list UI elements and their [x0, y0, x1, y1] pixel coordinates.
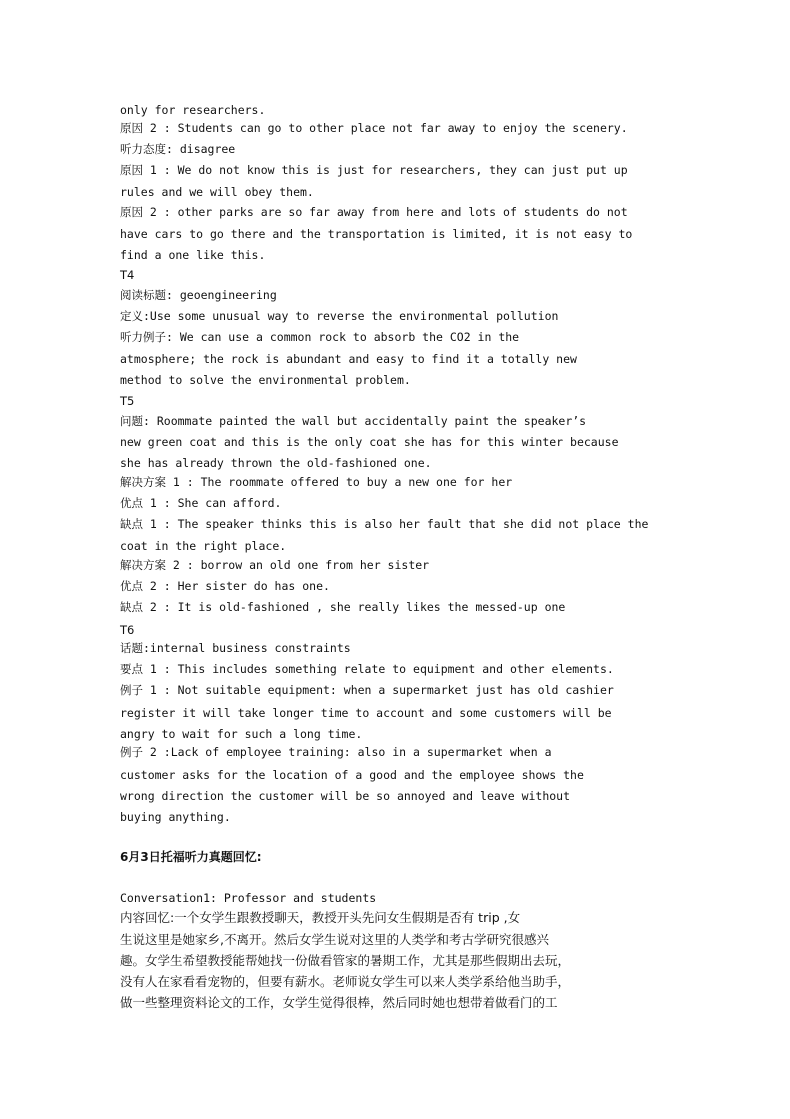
- section-heading: 6月3日托福听力真题回忆:: [120, 850, 262, 864]
- text-line: 内容回忆:一个女学生跟教授聊天，教授开头先问女生假期是否有 trip ,女: [120, 910, 521, 925]
- text-line: Conversation1: Professor and students: [120, 891, 377, 905]
- task-label: T5: [120, 394, 135, 408]
- text-line: have cars to go there and the transportation is limited, it is not easy to: [120, 227, 633, 241]
- text-line: 话题:internal business constraints: [120, 641, 351, 655]
- text-line: 缺点 2 : It is old-fashioned , she really likes the messed-up one: [120, 600, 566, 614]
- text-line: 缺点 1 : The speaker thinks this is also her fault that she did not place the: [120, 517, 649, 531]
- text-line: 原因 2 : other parks are so far away from here and lots of students do not: [120, 205, 628, 219]
- text-line: 没有人在家看看宠物的，但要有薪水。老师说女学生可以来人类学系给他当助手，: [120, 974, 571, 989]
- text-line: 阅读标题: geoengineering: [120, 288, 277, 302]
- text-line: 解决方案 2 : borrow an old one from her sister: [120, 558, 430, 572]
- text-line: only for researchers.: [120, 103, 266, 117]
- text-line: coat in the right place.: [120, 539, 287, 553]
- text-line: 定义:Use some unusual way to reverse the environmental pollution: [120, 309, 559, 323]
- text-line: 原因 2 : Students can go to other place not far away to enjoy the scenery.: [120, 121, 628, 135]
- task-label: T6: [120, 623, 135, 637]
- text-line: 问题: Roommate painted the wall but accidentally paint the speaker’s: [120, 414, 587, 428]
- text-line: buying anything.: [120, 810, 231, 824]
- text-line: 生说这里是她家乡,不离开。然后女学生说对这里的人类学和考古学研究很感兴: [120, 932, 549, 947]
- text-line: 趣。女学生希望教授能帮她找一份做看管家的暑期工作，尤其是那些假期出去玩，: [120, 953, 571, 968]
- text-line: 优点 1 : She can afford.: [120, 496, 282, 510]
- text-line: 做一些整理资料论文的工作，女学生觉得很棒，然后同时她也想带着做看门的工: [120, 995, 558, 1010]
- text-line: she has already thrown the old-fashioned one.: [120, 456, 432, 470]
- text-line: 例子 2 :Lack of employee training: also in a supermarket when a: [120, 745, 552, 759]
- text-line: wrong direction the customer will be so annoyed and leave without: [120, 789, 571, 803]
- text-line: 解决方案 1 : The roommate offered to buy a new one for her: [120, 475, 513, 489]
- task-label: T4: [120, 268, 135, 282]
- text-line: register it will take longer time to account and some customers will be: [120, 706, 612, 720]
- text-line: 优点 2 : Her sister do has one.: [120, 579, 330, 593]
- text-line: 例子 1 : Not suitable equipment: when a supermarket just has old cashier: [120, 683, 614, 697]
- text-line: 原因 1 : We do not know this is just for researchers, they can just put up: [120, 163, 628, 177]
- text-line: customer asks for the location of a good and the employee shows the: [120, 768, 584, 782]
- text-line: atmosphere; the rock is abundant and easy to find it a totally new: [120, 352, 577, 366]
- text-line: find a one like this.: [120, 248, 266, 262]
- text-line: 听力例子: We can use a common rock to absorb the CO2 in the: [120, 330, 520, 344]
- text-line: 要点 1 : This includes something relate to equipment and other elements.: [120, 662, 614, 676]
- text-line: rules and we will obey them.: [120, 185, 314, 199]
- text-line: angry to wait for such a long time.: [120, 727, 363, 741]
- text-line: 听力态度: disagree: [120, 142, 236, 156]
- text-line: new green coat and this is the only coat she has for this winter because: [120, 435, 619, 449]
- text-line: method to solve the environmental problem.: [120, 373, 411, 387]
